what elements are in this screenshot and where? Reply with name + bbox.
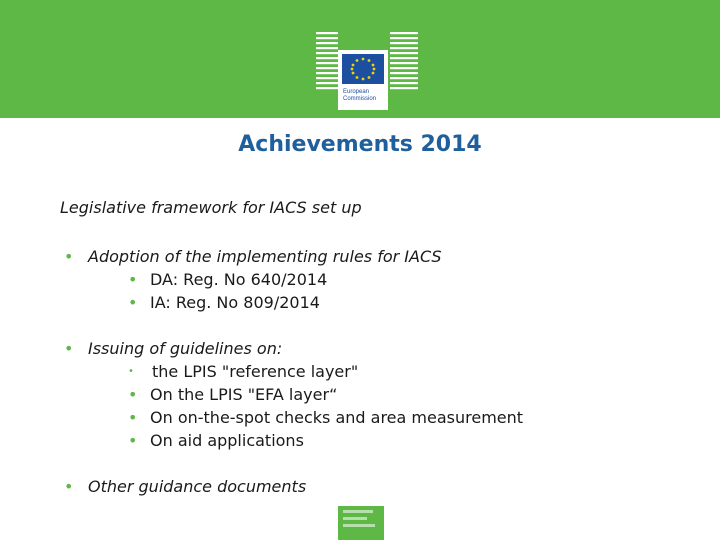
- subtitle: Legislative framework for IACS set up: [60, 198, 362, 217]
- bullet-icon: •: [128, 385, 138, 404]
- bullet-icon: •: [128, 270, 138, 289]
- bullet-icon: •: [128, 293, 138, 312]
- bullet-icon: •: [64, 247, 74, 266]
- logo-text-line2: Commission: [343, 96, 377, 102]
- page-title: Achievements 2014: [238, 132, 482, 157]
- logo-text-line1: European: [343, 89, 370, 95]
- european-commission-logo: [310, 20, 430, 112]
- header-band: [0, 0, 720, 118]
- bullet-icon: •: [128, 408, 138, 427]
- bullet-icon: •: [64, 339, 74, 358]
- bullet-icon: •: [64, 477, 74, 496]
- dg-agri-logo: [338, 506, 384, 540]
- bullet-icon: •: [128, 366, 134, 377]
- bullet-icon: •: [128, 431, 138, 450]
